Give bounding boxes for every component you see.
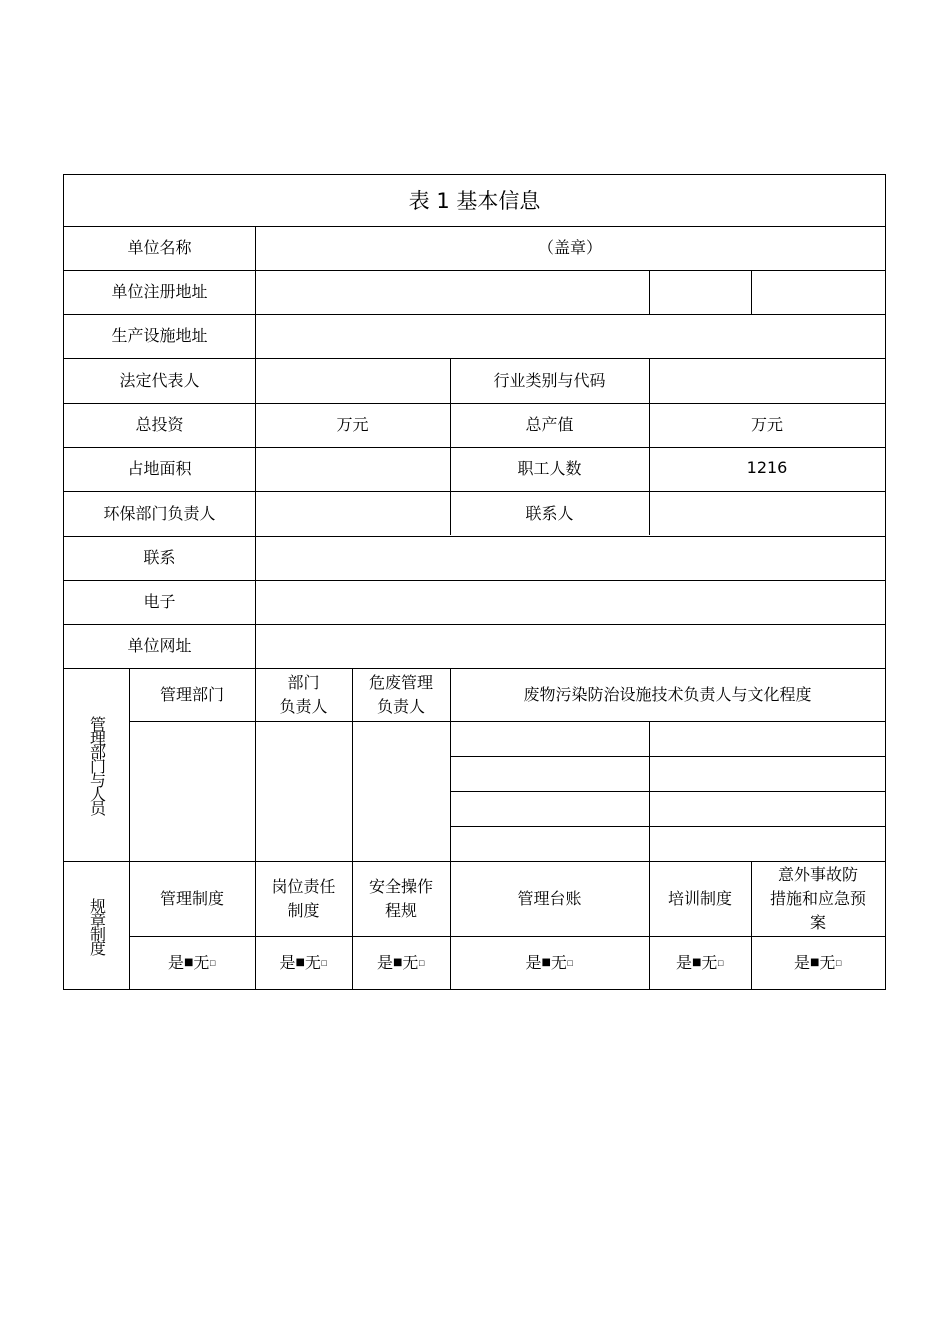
industry-code-field[interactable]: [649, 358, 885, 403]
management-dept-field[interactable]: [129, 721, 255, 861]
rule-header-line2: 措施和应急预: [769, 888, 866, 908]
rule-header-line1: 岗位责任: [271, 876, 336, 896]
rule-yes-no-choice[interactable]: [352, 936, 450, 990]
no-label: 无: [819, 953, 836, 972]
rule-header-line3: 案: [809, 912, 826, 932]
land-area-label: 占地面积: [127, 459, 192, 478]
industry-code-label: 行业类别与代码: [493, 370, 606, 390]
unchecked-box-icon[interactable]: □: [566, 959, 574, 967]
yes-label: 是: [376, 953, 393, 972]
legal-rep-field[interactable]: [255, 358, 450, 403]
registered-address-field[interactable]: [255, 270, 649, 314]
investment-field[interactable]: 万元: [336, 415, 369, 434]
tech-head-education-field[interactable]: [649, 826, 885, 861]
env-head-label: 环保部门负责人: [103, 503, 216, 523]
email-field[interactable]: [255, 580, 885, 624]
hazwaste-head-header: [352, 668, 450, 721]
website-label: 单位网址: [127, 636, 192, 655]
rule-header-safety-operation: [352, 861, 450, 936]
hazwaste-head-field[interactable]: [352, 721, 450, 861]
tech-head-name-field[interactable]: [450, 826, 649, 861]
rule-header-line2: 程规: [384, 900, 417, 920]
contact-person-label: 联系人: [525, 503, 574, 523]
rule-header-emergency: [751, 861, 885, 936]
unchecked-box-icon[interactable]: □: [835, 959, 843, 967]
email-label: 电子: [143, 592, 176, 611]
legal-rep-label: 法定代表人: [119, 370, 200, 390]
unit-name-field[interactable]: （盖章）: [537, 238, 602, 257]
env-head-field[interactable]: [255, 491, 450, 536]
output-value-field[interactable]: 万元: [750, 415, 783, 434]
tech-head-name-field[interactable]: [450, 721, 649, 756]
land-area-field[interactable]: [255, 447, 450, 491]
no-label: 无: [193, 953, 210, 972]
yes-label: 是: [167, 953, 184, 972]
dept-head-header-line2: 负责人: [279, 696, 328, 716]
facility-address-label: 生产设施地址: [111, 326, 208, 345]
checked-box-icon[interactable]: ■: [392, 957, 403, 968]
no-label: 无: [304, 953, 321, 972]
staff-count-field[interactable]: 1216: [746, 458, 788, 477]
registered-address-extra-field[interactable]: [649, 270, 751, 314]
rule-header-training: [649, 861, 751, 936]
rule-header-line1: 管理制度: [159, 888, 224, 908]
rule-yes-no-choice[interactable]: [255, 936, 352, 990]
contact-label: 联系: [143, 548, 176, 567]
tech-head-education-field[interactable]: [649, 756, 885, 791]
investment-label: 总投资: [135, 415, 184, 434]
yes-label: 是: [279, 953, 296, 972]
staff-count-label: 职工人数: [517, 459, 582, 478]
rule-header-line1: 安全操作: [368, 876, 433, 896]
rule-header-post-responsibility: [255, 861, 352, 936]
contact-field-2[interactable]: [450, 536, 649, 580]
output-value-label: 总产值: [525, 415, 574, 434]
management-section-label: 管理部门与人员: [87, 715, 107, 814]
management-dept-header: 管理部门: [159, 684, 224, 704]
registered-address-extra-field-2[interactable]: [751, 270, 885, 314]
rule-header-management: [129, 861, 255, 936]
rule-header-line1: 意外事故防: [777, 864, 858, 884]
form-title: 表 1 基本信息: [408, 188, 541, 213]
tech-head-education-field[interactable]: [649, 791, 885, 826]
rule-header-ledger: [450, 861, 649, 936]
registered-address-label: 单位注册地址: [111, 282, 208, 301]
rule-header-line1: 培训制度: [667, 888, 732, 908]
yes-label: 是: [525, 953, 542, 972]
dept-head-header: [255, 668, 352, 721]
rule-yes-no-choice[interactable]: [450, 936, 649, 990]
rule-yes-no-choice[interactable]: [649, 936, 751, 990]
facility-address-field[interactable]: [255, 314, 885, 358]
no-label: 无: [701, 953, 718, 972]
checked-box-icon[interactable]: ■: [809, 957, 820, 968]
checked-box-icon[interactable]: ■: [541, 957, 551, 968]
rule-header-line1: 管理台账: [517, 888, 582, 908]
hazwaste-head-header-line1: 危废管理: [368, 672, 433, 692]
checked-box-icon[interactable]: ■: [691, 957, 702, 968]
contact-person-field[interactable]: [649, 491, 885, 536]
unit-name-label: 单位名称: [127, 238, 192, 257]
unchecked-box-icon[interactable]: □: [418, 959, 426, 967]
yes-label: 是: [793, 953, 810, 972]
checked-box-icon[interactable]: ■: [295, 957, 305, 968]
rule-header-line2: 制度: [287, 900, 320, 920]
no-label: 无: [402, 953, 419, 972]
tech-head-header: 废物污染防治设施技术负责人与文化程度: [523, 684, 812, 704]
unchecked-box-icon[interactable]: □: [320, 959, 328, 967]
rule-yes-no-choice[interactable]: [129, 936, 255, 990]
contact-field-3[interactable]: [649, 536, 885, 580]
tech-head-name-field[interactable]: [450, 756, 649, 791]
no-label: 无: [550, 953, 567, 972]
yes-label: 是: [675, 953, 692, 972]
tech-head-name-field[interactable]: [450, 791, 649, 826]
tech-head-education-field[interactable]: [649, 721, 885, 756]
dept-head-header-line1: 部门: [287, 672, 320, 692]
rules-section-label: 规章制度: [87, 897, 107, 954]
contact-field-1[interactable]: [255, 536, 450, 580]
unchecked-box-icon[interactable]: □: [717, 959, 725, 967]
dept-head-field[interactable]: [255, 721, 352, 861]
website-field[interactable]: [255, 624, 885, 668]
basic-info-form: [63, 174, 886, 990]
unchecked-box-icon[interactable]: □: [209, 959, 217, 967]
checked-box-icon[interactable]: ■: [183, 957, 194, 968]
hazwaste-head-header-line2: 负责人: [376, 696, 425, 716]
rule-yes-no-choice[interactable]: [751, 936, 885, 990]
